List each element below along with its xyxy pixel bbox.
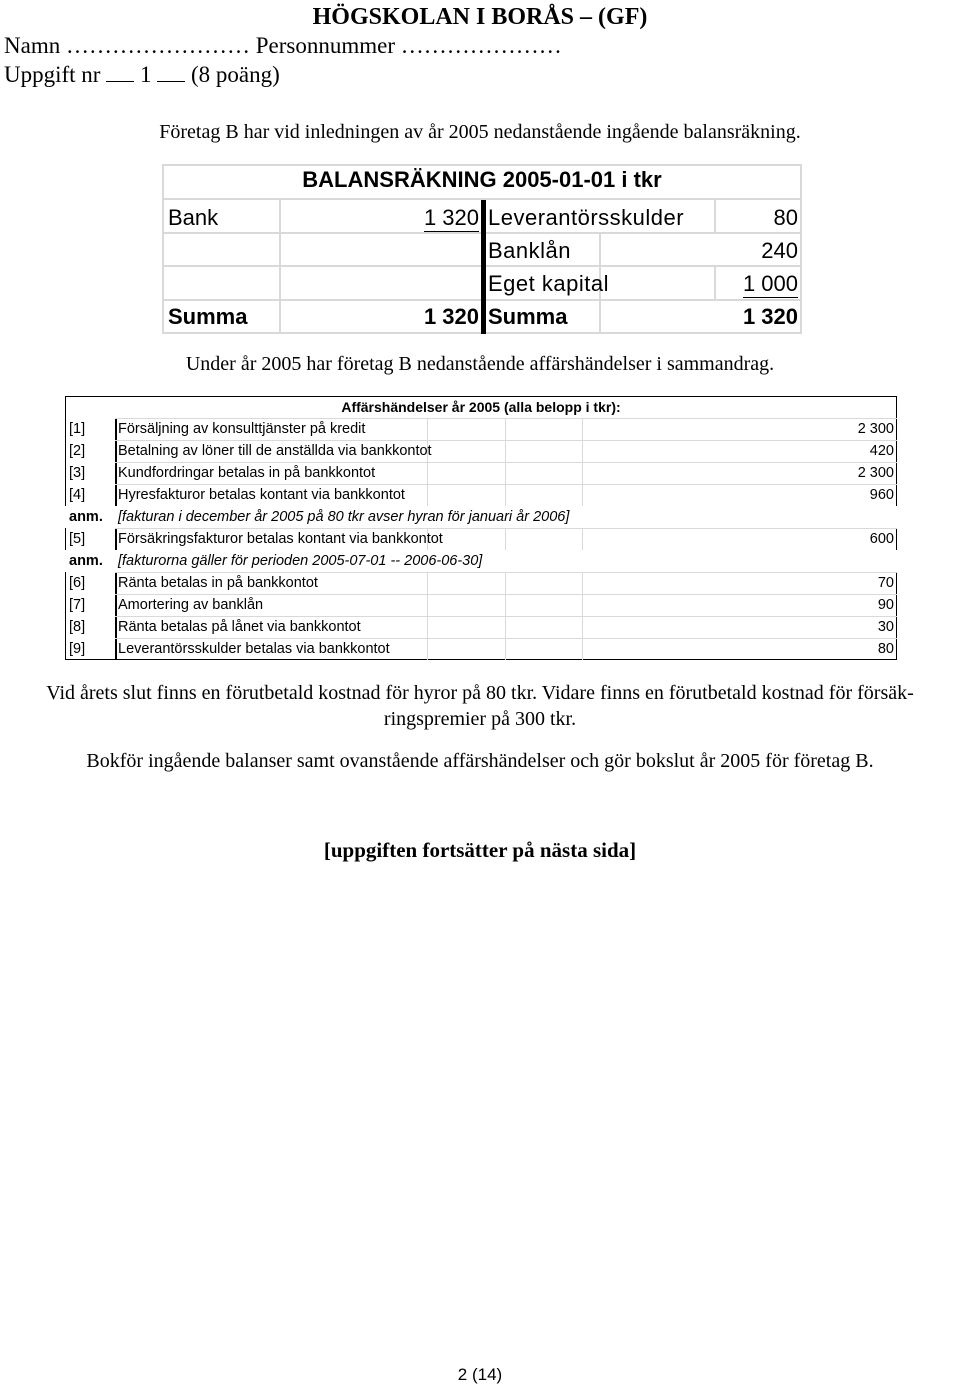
transaction-amount: 2 300 xyxy=(857,465,894,481)
task-label: Uppgift nr xyxy=(4,62,101,87)
transaction-row xyxy=(65,616,897,638)
closing-line-1: Vid årets slut finns en förutbetald kostnad för hyror på 80 tkr. Vidare finns en förutbetald kostnad för försäk- xyxy=(46,682,914,704)
transaction-amount: 70 xyxy=(877,575,894,591)
transaction-number: [5] xyxy=(69,531,86,547)
bs-asset: Bank xyxy=(168,205,219,230)
transaction-row xyxy=(65,638,897,660)
transaction-number: [7] xyxy=(69,597,86,613)
transaction-row xyxy=(65,528,897,550)
transactions-title: Affärshändelser år 2005 (alla belopp i tkr): xyxy=(341,399,621,415)
transaction-number: [6] xyxy=(69,575,86,591)
transaction-description: Betalning av löner till de anställda via bankkontot xyxy=(118,443,432,459)
transaction-row xyxy=(65,440,897,462)
pnr-dots: ………………… xyxy=(400,33,562,58)
bs-liability: Leverantörsskulder xyxy=(488,205,685,230)
transaction-description: Amortering av banklån xyxy=(118,597,264,613)
task-line xyxy=(4,62,280,88)
transaction-row xyxy=(65,418,897,440)
name-label: Namn xyxy=(4,33,61,58)
transaction-description: Hyresfakturor betalas kontant via bankkontot xyxy=(118,487,405,503)
bs-asset: Summa xyxy=(168,304,248,329)
transaction-description: Försäkringsfakturor betalas kontant via bankkontot xyxy=(118,531,443,547)
transaction-amount: 2 300 xyxy=(857,421,894,437)
under-text: Under år 2005 har företag B nedanstående affärshändelser i sammandrag. xyxy=(185,353,775,375)
transaction-number: [2] xyxy=(69,443,86,459)
transaction-number: [8] xyxy=(69,619,86,635)
intro-text: Företag B har vid inledningen av år 2005 nedanstående ingående balansräkning. xyxy=(159,121,801,143)
transaction-description: Ränta betalas in på bankkontot xyxy=(118,575,318,591)
page-number: 2 (14) xyxy=(457,1365,503,1384)
bs-row xyxy=(162,234,802,267)
transaction-amount: 90 xyxy=(877,597,894,613)
name-dots: …………………… xyxy=(65,33,250,58)
bs-liability-value: 240 xyxy=(761,238,798,263)
bs-liability: Eget kapital xyxy=(488,271,609,296)
instruction-text: Bokför ingående balanser samt ovanstående affärshändelser och gör bokslut år 2005 för företag B. xyxy=(86,750,874,772)
transaction-row xyxy=(65,572,897,594)
transaction-amount: 30 xyxy=(877,619,894,635)
transaction-number: [9] xyxy=(69,641,86,657)
transaction-number: [1] xyxy=(69,421,86,437)
bs-row xyxy=(162,267,802,300)
transaction-amount: 600 xyxy=(869,531,894,547)
transaction-row xyxy=(65,484,897,506)
transaction-description: Ränta betalas på lånet via bankkontot xyxy=(118,619,361,635)
bs-liability-value: 1 000 xyxy=(742,271,798,296)
bs-liability: Banklån xyxy=(488,238,572,263)
name-line xyxy=(4,33,562,59)
bs-liability-value: 1 320 xyxy=(742,304,798,329)
transaction-amount: 420 xyxy=(869,443,894,459)
transaction-number: [3] xyxy=(69,465,86,481)
transaction-note-row xyxy=(65,506,897,528)
transaction-description: Försäljning av konsulttjänster på kredit xyxy=(118,421,366,437)
task-points: (8 poäng) xyxy=(190,62,280,87)
task-number: 1 xyxy=(139,62,152,87)
transaction-number: [4] xyxy=(69,487,86,503)
continue-note: [uppgiften fortsätter på nästa sida] xyxy=(323,838,637,862)
note-label: anm. xyxy=(69,553,103,569)
bs-liability: Summa xyxy=(488,304,568,329)
transaction-row xyxy=(65,462,897,484)
transaction-note-row xyxy=(65,550,897,572)
transaction-amount: 80 xyxy=(877,641,894,657)
transaction-description: Kundfordringar betalas in på bankkontot xyxy=(118,465,376,481)
bs-row-total xyxy=(162,300,802,333)
transaction-description: Leverantörsskulder betalas via bankkontot xyxy=(118,641,390,657)
balance-sheet-title: BALANSRÄKNING 2005-01-01 i tkr xyxy=(302,167,662,192)
bs-row xyxy=(162,201,802,234)
note-label: anm. xyxy=(69,509,103,525)
bs-asset-value: 1 320 xyxy=(423,304,479,329)
transaction-row xyxy=(65,594,897,616)
transaction-note: [fakturan i december år 2005 på 80 tkr avser hyran för januari år 2006] xyxy=(118,509,570,525)
task-blank-left xyxy=(106,65,134,82)
closing-text xyxy=(0,680,960,732)
closing-line-2: ringspremier på 300 tkr. xyxy=(383,708,577,730)
pnr-label: Personnummer xyxy=(255,33,395,58)
task-blank-right xyxy=(157,65,185,82)
school-header: HÖGSKOLAN I BORÅS – (GF) xyxy=(312,4,648,30)
bs-liability-value: 80 xyxy=(773,205,798,230)
transaction-amount: 960 xyxy=(869,487,894,503)
transaction-note: [fakturorna gäller för perioden 2005-07-01 -- 2006-06-30] xyxy=(118,553,483,569)
bs-asset-value: 1 320 xyxy=(423,205,479,230)
